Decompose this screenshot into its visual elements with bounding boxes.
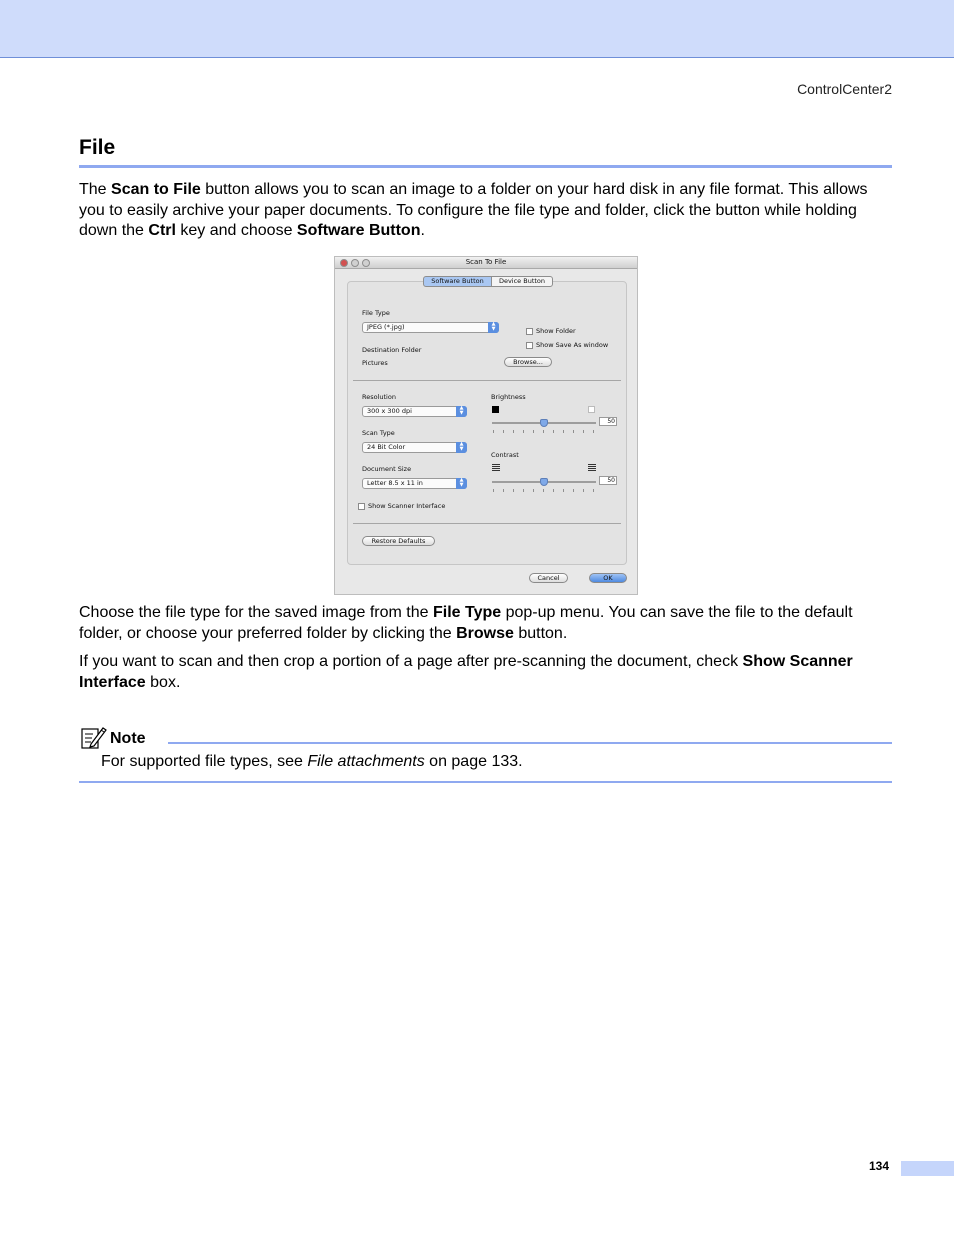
intro-paragraph: The Scan to File button allows you to scan an image to a folder on your hard disk in any file format. This allows you to easily archive your paper documents. To configure the file type and folder, click the button while holding down the Ctrl key and choose Software Button. [79,181,868,239]
document-size-value: Letter 8.5 x 11 in [367,479,423,487]
browse-button[interactable]: Browse... [504,357,552,367]
show-folder-label: Show Folder [536,327,576,335]
scan-type-popup[interactable] [362,442,467,453]
note-bottom-rule [79,781,892,783]
popup-arrows-icon: ▲ ▼ [488,322,499,333]
destination-folder-value: Pictures [362,359,388,367]
scan-type-value: 24 Bit Color [367,443,406,451]
contrast-low-icon [492,464,500,471]
resolution-value: 300 x 300 dpi [367,407,412,415]
popup-arrows-icon: ▲ ▼ [456,406,467,417]
destination-folder-label: Destination Folder [362,346,422,354]
heading-rule [79,165,892,168]
section-heading: File [79,136,116,159]
chapter-title: ControlCenter2 [797,81,892,97]
show-scanner-interface-label: Show Scanner Interface [368,502,446,510]
contrast-label: Contrast [491,451,519,459]
file-attachments-link[interactable]: File attachments [307,753,425,770]
divider [353,523,621,524]
page-tab [901,1161,954,1176]
note-text: For supported file types, see File attachments on page 133. [101,753,523,770]
brightness-value[interactable]: 50 [599,417,617,426]
brightness-light-icon [588,406,595,413]
file-type-label: File Type [362,309,390,317]
note-rule [168,742,892,744]
restore-defaults-button[interactable]: Restore Defaults [362,536,435,546]
header-band [0,0,954,58]
ok-button[interactable]: OK [589,573,627,583]
show-folder-checkbox[interactable] [526,328,533,335]
cancel-button[interactable]: Cancel [529,573,568,583]
popup-arrows-icon: ▲ ▼ [456,442,467,453]
divider [353,380,621,381]
resolution-label: Resolution [362,393,396,401]
page-number: 134 [869,1159,890,1173]
document-size-label: Document Size [362,465,412,473]
document-size-popup[interactable] [362,478,467,489]
brightness-slider-knob[interactable] [540,419,548,427]
file-type-value: JPEG (*.jpg) [367,323,405,331]
show-save-as-checkbox[interactable] [526,342,533,349]
contrast-high-icon [588,464,596,471]
note-label: Note [110,730,146,747]
brightness-label: Brightness [491,393,526,401]
popup-arrows-icon: ▲ ▼ [456,478,467,489]
tab-device-button[interactable]: Device Button [491,276,553,287]
note-pencil-icon [81,725,107,749]
file-type-paragraph: Choose the file type for the saved image from the File Type pop-up menu. You can save the file to the default folder, or choose your preferred folder by clicking the Browse button. [79,604,853,642]
contrast-value[interactable]: 50 [599,476,617,485]
resolution-popup[interactable] [362,406,467,417]
file-type-popup[interactable] [362,322,499,333]
scanner-interface-paragraph: If you want to scan and then crop a portion of a page after pre-scanning the document, check Show Scanner Interface box. [79,653,853,691]
scan-to-file-dialog [334,256,638,595]
show-scanner-interface-checkbox[interactable] [358,503,365,510]
brightness-dark-icon [492,406,499,413]
contrast-slider-knob[interactable] [540,478,548,486]
contrast-ticks [493,489,597,492]
dialog-titlebar [335,257,637,269]
show-save-as-label: Show Save As window [536,341,609,349]
dialog-title: Scan To File [465,258,507,266]
brightness-ticks [493,430,597,433]
tab-software-button[interactable]: Software Button [423,276,492,287]
scan-type-label: Scan Type [362,429,395,437]
